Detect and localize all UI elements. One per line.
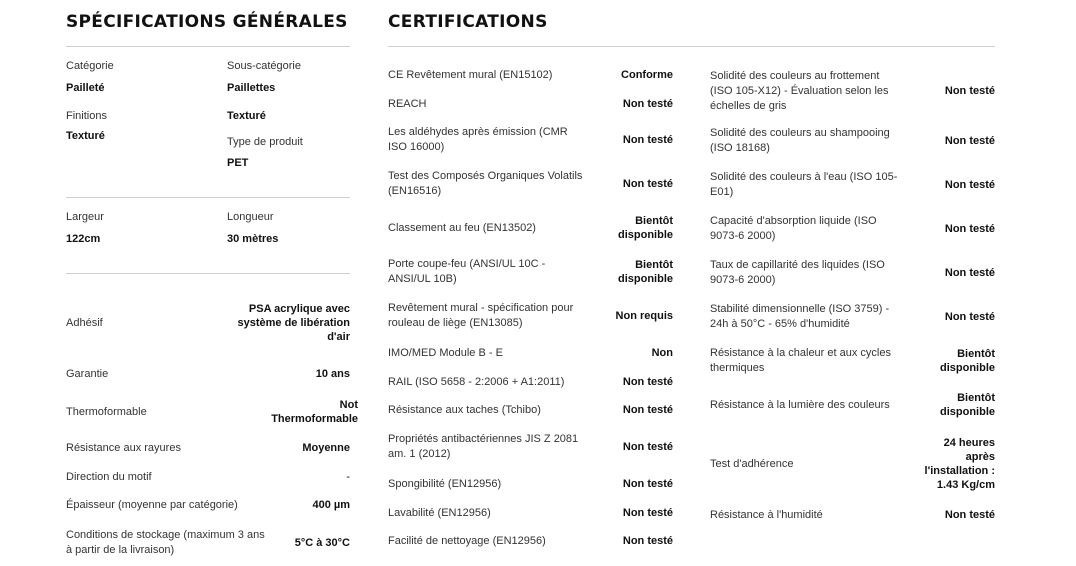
certification-row (710, 166, 995, 204)
certification-status: Non testé (944, 85, 995, 97)
certification-status: 24 heures après l'installation : 1.43 Kg/cm (924, 437, 995, 491)
length-value: 30 mètres (227, 233, 279, 245)
certification-label: REACH (388, 97, 427, 110)
certification-label: Spongibilité (EN12956) (388, 477, 502, 490)
certification-status: Bientôt disponible (618, 259, 673, 285)
spec-label: Conditions de stockage (maximum 3 ans à partir de la livraison) (66, 529, 265, 556)
spec-value: 10 ans (315, 368, 350, 380)
certification-status: Non testé (622, 507, 673, 519)
certification-row (388, 396, 673, 424)
certification-row (710, 254, 995, 292)
finishes-value: Texturé (66, 130, 105, 142)
certification-label: Solidité des couleurs à l'eau (ISO 105-E01) (710, 171, 898, 198)
certification-row (388, 165, 673, 203)
certification-status: Non testé (944, 509, 995, 521)
width-value: 122cm (66, 233, 101, 245)
width-label: Largeur (66, 211, 104, 223)
certification-row (388, 61, 673, 89)
certification-status: Non testé (944, 267, 995, 279)
spec-row-warranty (66, 362, 350, 386)
certification-row (388, 470, 673, 498)
certification-label: RAIL (ISO 5658 - 2:2006 + A1:2011) (388, 375, 565, 388)
certification-row (710, 432, 995, 496)
divider (66, 197, 350, 198)
certification-label: IMO/MED Module B - E (388, 346, 503, 359)
spec-row-scratch-resistance (66, 436, 350, 460)
spec-value: 5°C à 30°C (294, 537, 350, 549)
length-label: Longueur (227, 211, 274, 223)
certification-label: Lavabilité (EN12956) (388, 506, 491, 519)
certification-status: Non testé (622, 98, 673, 110)
certification-label: Solidité des couleurs au shampooing (ISO 18168) (710, 127, 890, 154)
certification-label: Revêtement mural - spécification pour rouleau de liège (EN13085) (388, 302, 574, 329)
certification-label: Porte coupe-feu (ANSI/UL 10C - ANSI/UL 10B) (388, 258, 546, 285)
spec-value: Moyenne (302, 442, 350, 454)
finishes-label: Finitions (66, 110, 107, 122)
product-type-value: PET (227, 157, 249, 169)
certification-row (710, 210, 995, 248)
certification-label: Stabilité dimensionnelle (ISO 3759) - 24h à 50°C - 65% d'humidité (710, 303, 890, 330)
certification-label: Solidité des couleurs au frottement (ISO 105-X12) - Évaluation selon les échelles de gris (710, 69, 889, 112)
divider (66, 273, 350, 274)
subcategory-label: Sous-catégorie (227, 60, 301, 72)
divider (66, 46, 350, 47)
certification-status: Non (651, 347, 673, 359)
certification-row (388, 428, 673, 466)
certification-row (388, 527, 673, 555)
spec-row-storage (66, 527, 350, 559)
certification-label: CE Revêtement mural (EN15102) (388, 68, 553, 81)
certification-status: Non testé (622, 441, 673, 453)
certification-row (388, 209, 673, 247)
certification-label: Résistance aux taches (Tchibo) (388, 403, 541, 416)
certification-status: Non testé (944, 179, 995, 191)
certification-status: Non testé (622, 404, 673, 416)
spec-row-pattern-direction (66, 465, 350, 489)
spec-row-thickness (66, 493, 350, 517)
certification-label: Test des Composés Organiques Volatils (EN16516) (388, 170, 583, 197)
certification-label: Résistance à la chaleur et aux cycles thermiques (710, 347, 891, 374)
certification-status: Bientôt disponible (940, 392, 995, 418)
certification-status: Non testé (622, 376, 673, 388)
certification-row (388, 368, 673, 396)
certification-status: Non testé (944, 223, 995, 235)
certification-label: Facilité de nettoyage (EN12956) (388, 534, 546, 547)
certification-row (710, 501, 995, 529)
certification-row (710, 298, 995, 336)
certification-row (388, 90, 673, 118)
spec-label: Thermoformable (66, 405, 147, 418)
certification-row (388, 339, 673, 367)
certification-row (710, 65, 995, 117)
spec-label: Garantie (66, 367, 109, 380)
certification-label: Test d'adhérence (710, 457, 794, 470)
certification-row (388, 297, 673, 335)
finishes-value-secondary: Texturé (227, 110, 266, 122)
certifications-title: CERTIFICATIONS (388, 12, 548, 32)
spec-row-adhesive (66, 292, 350, 354)
certification-label: Capacité d'absorption liquide (ISO 9073-6 2000) (710, 215, 877, 242)
certification-label: Résistance à la lumière des couleurs (710, 398, 890, 411)
spec-value: - (346, 471, 350, 483)
category-label: Catégorie (66, 60, 114, 72)
spec-row-thermoformable (66, 396, 358, 428)
divider (388, 46, 995, 47)
certification-status: Bientôt disponible (940, 348, 995, 374)
general-specs-title: SPÉCIFICATIONS GÉNÉRALES (66, 12, 348, 32)
spec-label: Adhésif (66, 316, 103, 329)
category-value: Pailleté (66, 82, 105, 94)
certification-status: Non testé (622, 535, 673, 547)
certification-status: Non testé (622, 478, 673, 490)
certification-row (388, 499, 673, 527)
certification-row (710, 386, 995, 424)
certification-label: Classement au feu (EN13502) (388, 221, 536, 234)
certification-status: Non requis (615, 310, 673, 322)
subcategory-value: Paillettes (227, 82, 276, 94)
certification-status: Conforme (621, 69, 673, 81)
certification-status: Bientôt disponible (618, 215, 673, 241)
certification-status: Non testé (944, 311, 995, 323)
certification-label: Taux de capillarité des liquides (ISO 9073-6 2000) (710, 259, 885, 286)
spec-label: Résistance aux rayures (66, 441, 181, 454)
spec-label: Épaisseur (moyenne par catégorie) (66, 498, 238, 511)
spec-value: Not Thermoformable (271, 399, 358, 425)
certification-row (710, 122, 995, 160)
product-type-label: Type de produit (227, 136, 303, 148)
certification-status: Non testé (944, 135, 995, 147)
certification-row (388, 121, 673, 159)
certification-label: Les aldéhydes après émission (CMR ISO 16000) (388, 126, 568, 153)
certification-label: Propriétés antibactériennes JIS Z 2081 am. 1 (2012) (388, 433, 579, 460)
certification-status: Non testé (622, 134, 673, 146)
certification-row (710, 342, 995, 380)
spec-label: Direction du motif (66, 470, 152, 483)
certification-status: Non testé (622, 178, 673, 190)
certification-label: Résistance à l'humidité (710, 508, 823, 521)
spec-value: PSA acrylique avec système de libération d'air (237, 303, 350, 343)
certification-row (388, 253, 673, 291)
spec-value: 400 µm (312, 499, 350, 511)
